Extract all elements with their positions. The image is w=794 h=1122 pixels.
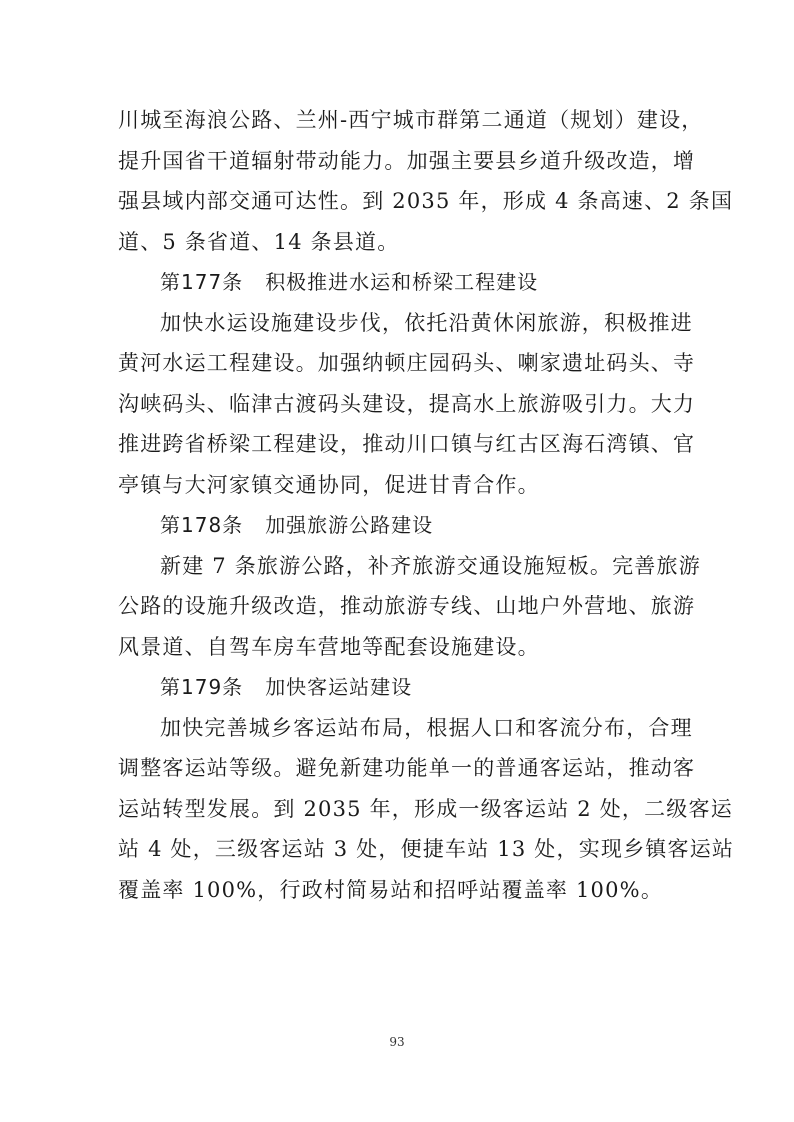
article-179-body	[118, 708, 735, 911]
article-177-heading	[118, 262, 680, 303]
continued-paragraph	[118, 100, 734, 262]
page-number: 93	[389, 1035, 405, 1049]
article-177-body	[118, 303, 696, 506]
paragraph-line: 亭镇与大河家镇交通协同，促进甘青合作。	[118, 472, 540, 497]
paragraph-line: 公路的设施升级改造，推动旅游专线、山地户外营地、旅游	[118, 594, 696, 618]
paragraph-line: 覆盖率 100%，行政村简易站和招呼站覆盖率 100%。	[118, 877, 664, 902]
article-179-heading	[118, 667, 680, 708]
article-178-title: 加强旅游公路建设	[265, 513, 434, 537]
article-178-body	[118, 546, 701, 668]
paragraph-line: 运站转型发展。到 2035 年，形成一级客运站 2 处，二级客运	[118, 796, 733, 821]
paragraph-line: 调整客运站等级。避免新建功能单一的普通客运站，推动客	[118, 756, 696, 780]
article-179-number: 第179条	[160, 675, 244, 699]
article-177-title: 积极推进水运和桥梁工程建设	[265, 270, 539, 294]
paragraph-line: 沟峡码头、临津古渡码头建设，提高水上旅游吸引力。大力	[118, 391, 696, 416]
paragraph-line: 道、5 条省道、14 条县道。	[118, 229, 400, 254]
paragraph-line: 新建 7 条旅游公路，补齐旅游交通设施短板。完善旅游	[160, 553, 701, 578]
paragraph-line: 风景道、自驾车房车营地等配套设施建设。	[118, 634, 540, 659]
paragraph-line: 提升国省干道辐射带动能力。加强主要县乡道升级改造，增	[118, 148, 696, 173]
article-179-title: 加快客运站建设	[265, 675, 413, 699]
article-178-heading	[118, 505, 680, 546]
article-177-number: 第177条	[160, 270, 244, 294]
paragraph-line: 站 4 处，三级客运站 3 处，便捷车站 13 处，实现乡镇客运站	[118, 837, 735, 861]
paragraph-line: 加快水运设施建设步伐，依托沿黄休闲旅游，积极推进	[160, 310, 693, 335]
paragraph-line: 强县域内部交通可达性。到 2035 年，形成 4 条高速、2 条国	[118, 189, 734, 213]
paragraph-line: 川城至海浪公路、兰州-西宁城市群第二通道（规划）建设，	[118, 108, 704, 132]
document-page	[118, 100, 735, 910]
paragraph-line: 加快完善城乡客运站布局，根据人口和客流分布，合理	[160, 715, 693, 740]
article-178-number: 第178条	[160, 513, 244, 537]
paragraph-line: 推进跨省桥梁工程建设，推动川口镇与红古区海石湾镇、官	[118, 432, 696, 456]
paragraph-line: 黄河水运工程建设。加强纳顿庄园码头、喇家遗址码头、寺	[118, 351, 696, 375]
